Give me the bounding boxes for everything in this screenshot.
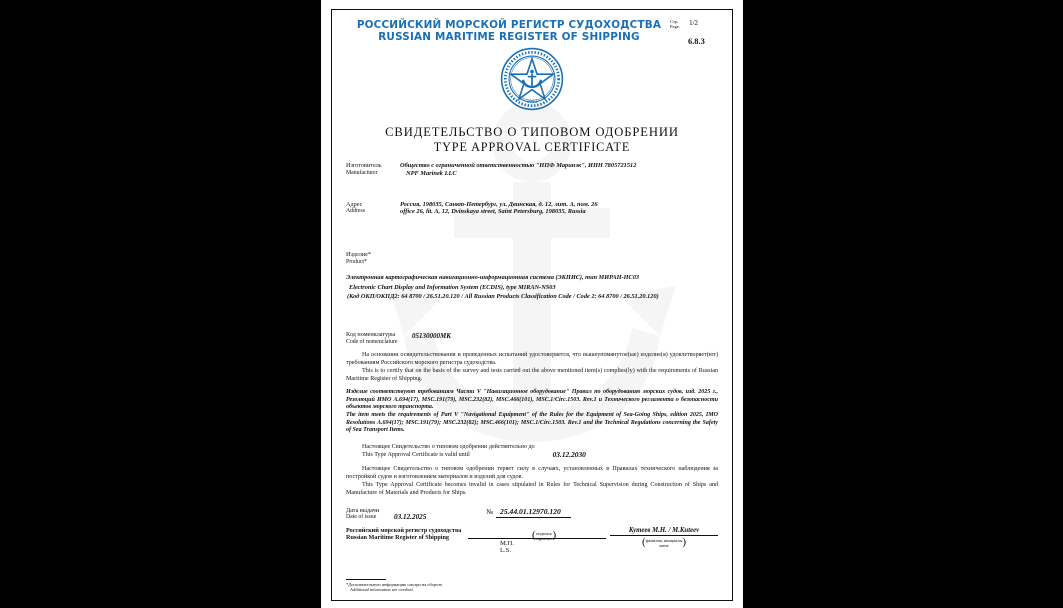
footnote (346, 579, 443, 593)
manufacturer-value-en: NPF Marinek LLC (406, 169, 457, 177)
signature-block (346, 527, 718, 555)
page-label: Стр. Page. (670, 19, 681, 30)
manufacturer-field (346, 162, 718, 178)
seal-marker: М.П. L.S. (500, 539, 514, 555)
footnote-rule (346, 579, 386, 580)
signatory-caption-ru: фамилия, инициалы (645, 537, 683, 543)
product-line-en: Electronic Chart Display and Information System (ECDIS), type MIRAN-NS03 (349, 283, 556, 291)
certification-statement (346, 352, 718, 384)
title-ru: СВИДЕТЕЛЬСТВО О ТИПОВОМ ОДОБРЕНИИ (385, 125, 679, 139)
manufacturer-value (400, 162, 636, 178)
product-classification-code: (Код ОКП/ОКПД2: 64 8700 / 26.51.20.120 / All Russian Products Classification Code / Code 2: 64 8700 / 26.51.20.120) (347, 292, 659, 300)
signatory-name: Кутеев М.Н. / M.Kuteev (610, 527, 718, 536)
invalidity-statement-ru: Настоящее Свидетельство о типовом одобрении теряет силу в случаях, установленных в Правилах технического наблюдения за постройкой судов и изготовлением материалов и изделий для судов. (346, 466, 718, 480)
certification-statement-en: This is to certify that on the basis of the survey and tests carried out the above mentioned item(s) complies(ly) with the requirements of Russian Maritime Register of Shipping. (346, 367, 718, 382)
page-title (346, 125, 718, 155)
register-emblem (346, 47, 718, 111)
validity-date: 03.12.2030 (552, 450, 586, 460)
number-symbol: № (486, 507, 494, 516)
document-header (346, 19, 718, 47)
issue-date-value: 03.12.2025 (394, 512, 427, 521)
certificate-border (331, 9, 733, 601)
paren-open: ( (532, 529, 536, 542)
signatory-caption-en: name (659, 542, 669, 548)
emblem-year: 1913 (526, 100, 538, 105)
requirements-statement (346, 389, 718, 435)
invalidity-statement-en: This Type Approval Certificate becomes invalid in cases stipulated in Rules for Technical Supervision during Construction of Ships and Manufacture of Materials and Products for Ships. (346, 481, 718, 496)
certificate-content (332, 10, 732, 600)
signatory-caption (610, 538, 718, 548)
validity-text-ru: Настоящее Свидетельство о типовом одобрении действительно до (362, 444, 535, 451)
address-value-ru: Россия, 198035, Санкт-Петербург, ул. Двинская, д. 12, лит. А, пом. 26 (400, 200, 598, 208)
footnote-ru: *Дополнительную информацию смотри на обороте. (346, 581, 444, 587)
validity-text-en: This Type Approval Certificate is valid until (362, 452, 470, 459)
signature-caption (532, 531, 556, 541)
signature-caption-en: signature (535, 535, 553, 541)
maritime-register-seal-icon (500, 47, 564, 111)
product-description (346, 273, 718, 301)
product-label: Изделие* Product* (346, 251, 371, 265)
title-en: TYPE APPROVAL CERTIFICATE (433, 140, 631, 154)
manufacturer-value-ru: Общество с ограниченной ответственностью "НПФ Маринэк", ИНН 7805721512 (400, 162, 637, 169)
backdrop-left (0, 0, 321, 608)
validity-text (346, 443, 535, 459)
signature-area (466, 527, 610, 555)
name-paren-close: ) (682, 536, 687, 549)
certificate-number-value: 25.44.01.12970.120 (496, 507, 571, 518)
manufacturer-label: Изготовитель Manufacturer (346, 162, 382, 176)
signature-caption-ru: подпись (536, 530, 553, 536)
address-field (346, 201, 718, 217)
address-label: Адрес Address (346, 200, 365, 215)
backdrop-right (743, 0, 1063, 608)
issuing-organization (346, 19, 718, 43)
nomenclature-field (346, 331, 718, 346)
signing-organization (346, 527, 466, 555)
name-paren-open: ( (641, 536, 646, 549)
signing-org-ru: Российский морской регистр судоходства (346, 526, 462, 534)
form-number: 6.8.3 (688, 37, 705, 47)
issue-row (346, 507, 718, 522)
invalidity-statement (346, 466, 718, 498)
page-number: 1/2 (689, 19, 699, 27)
product-line-ru: Электронная картографическая навигационно-информационная система (ЭКНИС), тип МИРАН-НС03 (346, 274, 640, 282)
address-value-en: office 26, lit. A, 12, Dvinskaya street, Saint Petersburg, 198035, Russia (400, 208, 586, 216)
paren-close: ) (552, 529, 557, 542)
address-value (400, 201, 598, 217)
certificate-sheet (321, 0, 743, 608)
signatory (610, 527, 718, 555)
requirements-statement-en: The item meets the requirements of Part V "Navigational Equipment" of the Rules for the Equipment of Sea-Going Ships, edition 2025, IMO Resolutions A.694(17); MSC.191(79); MSC.232(82); MSC.466(101); MSC.1/Circ.1503. Rev.1 and the Technical Regulations concerning the Safety of Sea Transport Items. (346, 411, 718, 434)
nomenclature-label: Код номенклатуры Code of nomenclature (346, 330, 398, 345)
nomenclature-value: 05130000МК (412, 331, 451, 340)
issue-date-label: Дата выдачи Date of issue (346, 506, 380, 521)
validity-row (346, 443, 718, 459)
org-name-ru: РОССИЙСКИЙ МОРСКОЙ РЕГИСТР СУДОХОДСТВА (356, 19, 662, 31)
certificate-number-field (486, 507, 570, 518)
footnote-en: Additional information see overleaf. (350, 587, 414, 593)
signing-org-en: Russian Maritime Register of Shipping (346, 534, 450, 542)
requirements-statement-ru: Изделие соответствуют требованиям Части V "Навигационное оборудование" Правил по оборудованию морских судов, изд. 2025 г., Резолюций ИМО A.694(17), MSC.191(79), MSC.232(82), MSC.466(101), MSC.1/Circ.1503. Rev.1 и Технического регламента о безопасности объектов морского транспорта. (346, 388, 718, 411)
certification-statement-ru: На основании освидетельствования и проведенных испытаний удостоверяется, что вышеупомянутое(ые) изделие(я) удовлетворяет(ют) требованиям Российского морского регистра судоходства. (346, 352, 718, 367)
org-name-en: RUSSIAN MARITIME REGISTER OF SHIPPING (378, 31, 640, 43)
page-indicator (670, 19, 718, 46)
